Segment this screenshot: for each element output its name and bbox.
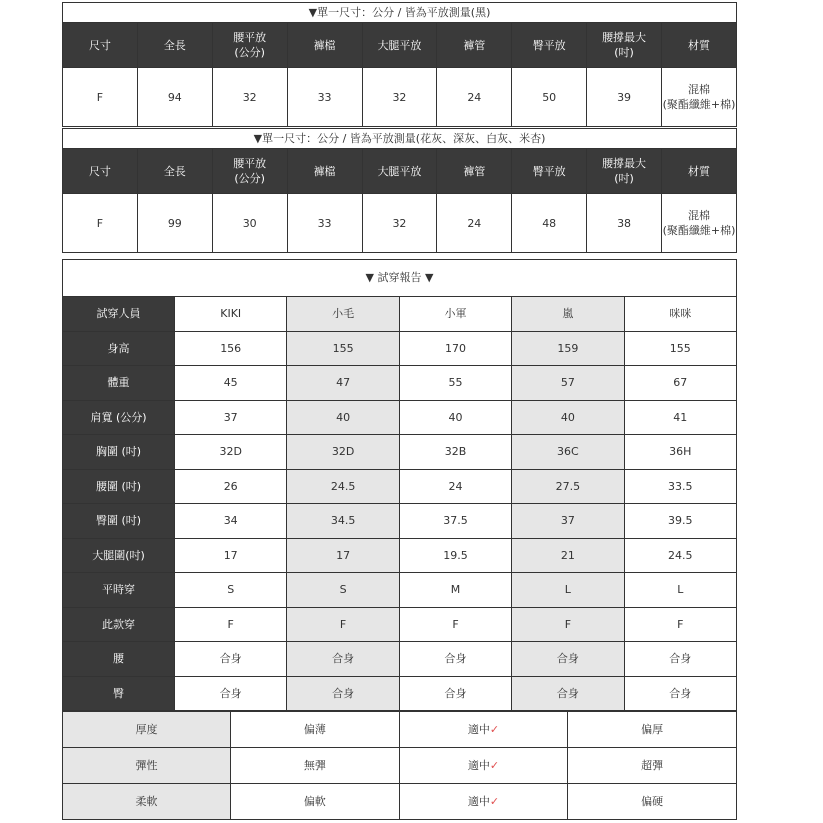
size-value-cell: 32 [362,194,437,253]
report-value-cell: 24.5 [624,538,736,573]
report-value-cell: 合身 [399,676,511,711]
report-row [63,331,737,366]
report-value-cell: 37 [175,400,287,435]
report-value-cell: 34 [175,504,287,539]
size-value-cell: 38 [587,194,662,253]
fabric-feel-label: 柔軟 [63,784,231,820]
report-value-cell: 24.5 [287,469,399,504]
size-header-cell: 褲管 [437,23,512,68]
report-row [63,607,737,642]
size-header-cell: 材質 [662,149,737,194]
report-value-cell: 小毛 [287,297,399,332]
fabric-feel-option [399,748,568,784]
report-value-cell: 36H [624,435,736,470]
report-value-cell: 27.5 [512,469,624,504]
fabric-feel-option [568,748,737,784]
report-value-cell: 170 [399,331,511,366]
size-header-cell: 褲檔 [287,23,362,68]
report-row [63,573,737,608]
fabric-feel-table [62,711,737,820]
report-value-cell: 17 [287,538,399,573]
report-value-cell: 37 [512,504,624,539]
report-value-cell: 40 [512,400,624,435]
report-value-cell: 21 [512,538,624,573]
fabric-feel-option-label: 適中 [467,723,490,736]
size-value-cell: F [63,68,138,127]
fabric-feel-option-label: 偏薄 [303,723,326,736]
size-header-cell: 全長 [137,149,212,194]
report-value-cell: 合身 [287,642,399,677]
report-value-cell: 37.5 [399,504,511,539]
fabric-feel-option-label: 適中 [467,759,490,772]
fabric-feel-option-label: 偏硬 [641,795,664,808]
report-value-cell: 17 [175,538,287,573]
fabric-feel-label: 厚度 [63,712,231,748]
size-value-cell: 32 [212,68,287,127]
report-label-cell: 此款穿 [63,607,175,642]
report-value-cell: 19.5 [399,538,511,573]
size-header-cell: 材質 [662,23,737,68]
fabric-feel-option-label: 偏厚 [641,723,664,736]
fabric-feel-option [568,784,737,820]
size-value-cell: 24 [437,68,512,127]
report-value-cell: 合身 [399,642,511,677]
report-value-cell: 47 [287,366,399,401]
size-value-cell: 99 [137,194,212,253]
report-label-cell: 臀圍 (吋) [63,504,175,539]
report-value-cell: 32B [399,435,511,470]
report-row [63,366,737,401]
size-header-cell: 褲管 [437,149,512,194]
report-value-cell: 合身 [624,676,736,711]
fabric-feel-option [231,748,400,784]
size-value-cell: 48 [512,194,587,253]
report-value-cell: 合身 [175,642,287,677]
size-table-colors [62,148,737,253]
check-mark-icon: ✓ [489,723,500,736]
size-header-cell: 褲檔 [287,149,362,194]
size-value-cell: 混棉 (聚酯纖維+棉) [662,194,737,253]
report-value-cell: 67 [624,366,736,401]
fabric-feel-option [399,712,568,748]
report-row [63,469,737,504]
report-value-cell: 合身 [512,642,624,677]
size-header-cell: 尺寸 [63,23,138,68]
size-header-cell: 臀平放 [512,149,587,194]
report-label-cell: 身高 [63,331,175,366]
report-label-cell: 腰圍 (吋) [63,469,175,504]
fabric-feel-option-label: 偏軟 [303,795,326,808]
report-row [63,504,737,539]
report-label-cell: 胸圍 (吋) [63,435,175,470]
report-value-cell: 合身 [624,642,736,677]
size-header-cell: 腰撐最大 (吋) [587,149,662,194]
report-value-cell: 156 [175,331,287,366]
report-value-cell: 57 [512,366,624,401]
report-value-cell: 小軍 [399,297,511,332]
report-value-cell: 26 [175,469,287,504]
report-value-cell: 33.5 [624,469,736,504]
size-value-cell: 24 [437,194,512,253]
size-value-cell: 33 [287,194,362,253]
report-row [63,435,737,470]
report-row [63,538,737,573]
size-header-cell: 腰平放 (公分) [212,23,287,68]
size-header-cell: 全長 [137,23,212,68]
report-value-cell: M [399,573,511,608]
report-value-cell: F [287,607,399,642]
report-label-cell: 試穿人員 [63,297,175,332]
size-value-cell: 39 [587,68,662,127]
size-header-cell: 大腿平放 [362,23,437,68]
report-label-cell: 肩寬 (公分) [63,400,175,435]
report-value-cell: S [287,573,399,608]
fabric-feel-option-label: 超彈 [641,759,664,772]
report-value-cell: 36C [512,435,624,470]
size-value-cell: 32 [362,68,437,127]
report-value-cell: 159 [512,331,624,366]
report-value-cell: 41 [624,400,736,435]
report-value-cell: 24 [399,469,511,504]
fabric-feel-label: 彈性 [63,748,231,784]
report-value-cell: 合身 [512,676,624,711]
report-label-cell: 大腿圍(吋) [63,538,175,573]
report-label-cell: 體重 [63,366,175,401]
report-value-cell: F [512,607,624,642]
report-label-cell: 臀 [63,676,175,711]
fabric-feel-option-label: 無彈 [303,759,326,772]
report-value-cell: 155 [287,331,399,366]
report-value-cell: 39.5 [624,504,736,539]
size-header-cell: 腰平放 (公分) [212,149,287,194]
fabric-feel-row [63,712,737,748]
report-value-cell: 咪咪 [624,297,736,332]
check-mark-icon: ✓ [489,759,500,772]
fabric-feel-option [568,712,737,748]
table2-caption: ▼單一尺寸：公分 / 皆為平放測量(花灰、深灰、白灰、米杏) [62,128,737,148]
table1-caption: ▼單一尺寸：公分 / 皆為平放測量(黑) [62,2,737,22]
size-value-cell: 33 [287,68,362,127]
size-table-value-row [63,68,737,127]
report-value-cell: 合身 [175,676,287,711]
fabric-feel-option [231,784,400,820]
report-value-cell: F [175,607,287,642]
report-row [63,297,737,332]
fitting-report-title: ▼ 試穿報告 ▼ [365,271,434,284]
size-header-cell: 尺寸 [63,149,138,194]
fabric-feel-option [399,784,568,820]
fabric-feel-option [231,712,400,748]
size-chart-container [62,2,737,820]
report-row [63,642,737,677]
report-row [63,676,737,711]
report-value-cell: 45 [175,366,287,401]
size-table-value-row [63,194,737,253]
report-value-cell: 40 [399,400,511,435]
size-table-black [62,22,737,127]
report-label-cell: 平時穿 [63,573,175,608]
report-value-cell: 34.5 [287,504,399,539]
report-value-cell: 55 [399,366,511,401]
report-row [63,400,737,435]
report-value-cell: F [399,607,511,642]
size-header-cell: 臀平放 [512,23,587,68]
report-value-cell: 合身 [287,676,399,711]
report-value-cell: 32D [175,435,287,470]
size-value-cell: F [63,194,138,253]
size-header-cell: 大腿平放 [362,149,437,194]
size-header-cell: 腰撐最大 (吋) [587,23,662,68]
size-value-cell: 混棉 (聚酯纖維+棉) [662,68,737,127]
fabric-feel-option-label: 適中 [467,795,490,808]
size-value-cell: 30 [212,194,287,253]
report-value-cell: 155 [624,331,736,366]
report-value-cell: 32D [287,435,399,470]
fabric-feel-row [63,784,737,820]
size-value-cell: 50 [512,68,587,127]
report-value-cell: 40 [287,400,399,435]
fitting-report [62,259,737,296]
check-mark-icon: ✓ [489,795,500,808]
report-value-cell: L [624,573,736,608]
size-table-header-row [63,23,737,68]
report-value-cell: F [624,607,736,642]
size-table-header-row [63,149,737,194]
fabric-feel-row [63,748,737,784]
fitting-report-table [62,296,737,711]
size-value-cell: 94 [137,68,212,127]
report-value-cell: S [175,573,287,608]
report-value-cell: KIKI [175,297,287,332]
report-value-cell: 嵐 [512,297,624,332]
report-value-cell: L [512,573,624,608]
report-label-cell: 腰 [63,642,175,677]
